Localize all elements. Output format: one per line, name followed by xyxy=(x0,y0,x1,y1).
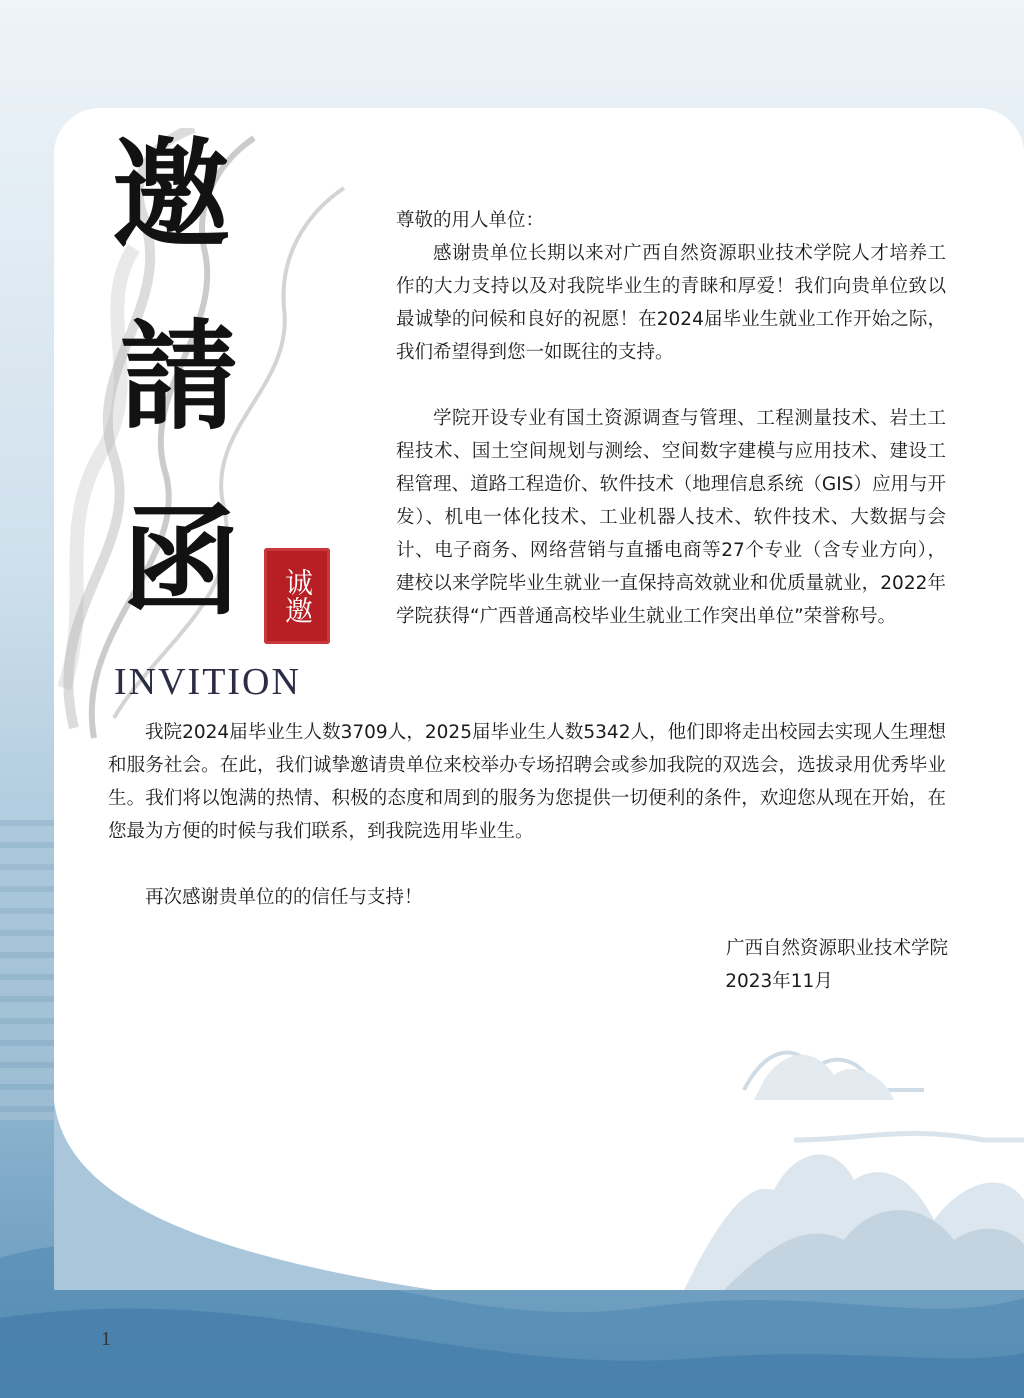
card-corner-wave xyxy=(54,1100,434,1290)
calligraphy-char-1: 邀 xyxy=(112,125,231,264)
invitation-subtitle: INVITION xyxy=(114,661,301,703)
red-seal-stamp xyxy=(264,548,330,644)
calligraphy-char-3: 函 xyxy=(122,492,241,631)
signature: 广西自然资源职业技术学院 xyxy=(725,938,948,959)
page-number: 1 xyxy=(101,1328,111,1350)
paragraph-1: 感谢贵单位长期以来对广西自然资源职业技术学院人才培养工作的大力支持以及对我院毕业生的青睐和厚爱！我们向贵单位致以最诚挚的问候和良好的祝愿！在2024届毕业生就业工作开始之际，我们希望得到您一如既往的支持。 xyxy=(396,243,946,363)
seal-text: 诚邀 xyxy=(281,568,314,624)
paragraph-4: 再次感谢贵单位的的信任与支持！ xyxy=(145,887,423,908)
date: 2023年11月 xyxy=(725,971,833,992)
paragraph-2: 学院开设专业有国土资源调查与管理、工程测量技术、岩土工程技术、国土空间规划与测绘、空间数字建模与应用技术、建设工程管理、道路工程造价、软件技术（地理信息系统（GIS）应用与开发）、机电一体化技术、工业机器人技术、软件技术、大数据与会计、电子商务、网络营销与直播电商等27个专业（含专业方向），建校以来学院毕业生就业一直保持高效就业和优质量就业，2022年学院获得“广西普通高校毕业生就业工作突出单位”荣誉称号。 xyxy=(396,408,946,627)
paragraph-3: 我院2024届毕业生人数3709人，2025届毕业生人数5342人，他们即将走出校园去实现人生理想和服务社会。在此，我们诚挚邀请贵单位来校举办专场招聘会或参加我院的双选会，选拔录用优秀毕业生。我们将以饱满的热情、积极的态度和周到的服务为您提供一切便利的条件，欢迎您从现在开始，在您最为方便的时候与我们联系，到我院选用毕业生。 xyxy=(108,722,946,842)
salutation: 尊敬的用人单位： xyxy=(396,210,545,231)
letter-card xyxy=(54,108,1024,1290)
calligraphy-char-2: 請 xyxy=(120,307,239,446)
mountain-decoration xyxy=(684,1030,1024,1290)
